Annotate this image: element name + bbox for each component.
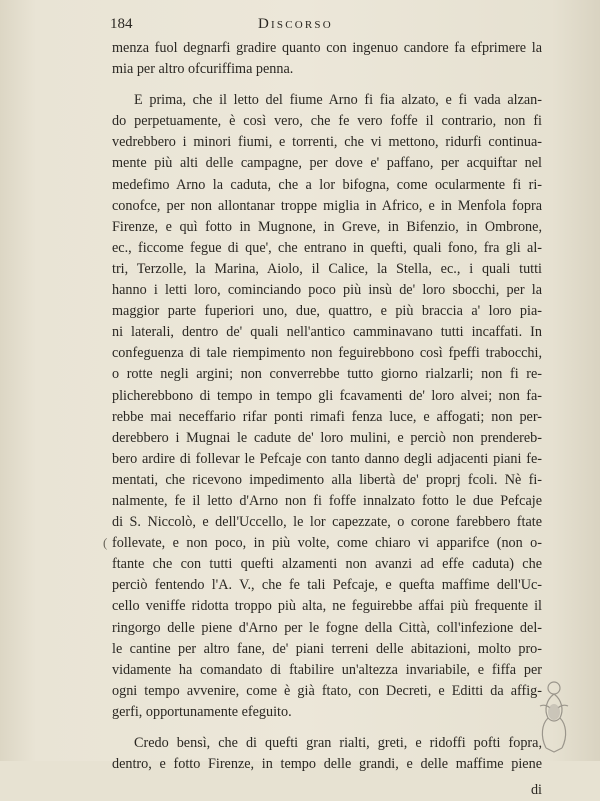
text-line: conofce, per non allontanar troppe miglia in Africo, e in Menfola fopra bbox=[112, 197, 542, 214]
text-line: follevate, e non poco, in più volte, come chiaro vi apparifce (non o- bbox=[112, 535, 542, 552]
text-line: perciò fentendo l'A. V., che fe tali Pefcaje, e quefta maffime dell'Uc- bbox=[112, 577, 542, 594]
text-line: nalmente, fe il letto d'Arno non fi foffe innalzato fotto le due Pefcaje bbox=[112, 492, 542, 509]
text-line: mente più alti delle campagne, per dove e' paffano, per acquiftar nel bbox=[112, 155, 542, 172]
body-text bbox=[112, 38, 542, 801]
page-header bbox=[110, 16, 540, 36]
catchword: di bbox=[530, 782, 542, 799]
text-line: vidamente ha comandato di ftabilire un'altezza invariabile, e fiffa per bbox=[112, 661, 542, 678]
text-line: E prima, che il letto del fiume Arno fi fia alzato, e fi vada alzan- bbox=[134, 92, 542, 109]
text-line: hanno i letti loro, cominciando poco più insù de' loro sbocchi, per la bbox=[112, 282, 542, 299]
text-line: dentro, e fotto Firenze, in tempo delle grandi, e delle maffime piene bbox=[112, 756, 542, 773]
text-line: Credo bensì, che di quefti gran rialti, greti, e ridoffi pofti fopra, bbox=[134, 735, 542, 751]
text-line: o rotte negli argini; non converrebbe tutto giorno rialzarli; non fi re- bbox=[112, 366, 542, 383]
text-line: ni laterali, dentro de' quali nell'antico camminavano tutti incaffati. In bbox=[112, 324, 542, 341]
paragraph-2 bbox=[112, 90, 542, 723]
text-line: plicherebbono di tempo in tempo gli fcavamenti de' loro alvei; non fa- bbox=[112, 387, 542, 404]
running-head: Discorso bbox=[258, 16, 333, 32]
paragraph-3 bbox=[112, 733, 542, 775]
text-line: menza fuol degnarfi gradire quanto con ingenuo candore fa efprimere la bbox=[112, 40, 542, 56]
text-line: mia per altro ofcuriffima penna. bbox=[112, 61, 294, 78]
text-line: do perpetuamente, è così vero, che fe vero foffe il contrario, non fi bbox=[112, 113, 542, 130]
text-line: mentati, che ricevono impedimento alla libertà de' proprj fcoli. Nè fi- bbox=[112, 471, 542, 488]
page-number: 184 bbox=[110, 16, 133, 32]
text-line: medefimo Arno la caduta, che a lor bifogna, come ocularmente fi ri- bbox=[112, 176, 542, 193]
text-line: di S. Niccolò, e dell'Uccello, le lor capezzate, o corone farebbero ftate bbox=[112, 514, 542, 531]
text-line: vedrebbero i minori fiumi, e torrenti, che vi mettono, ridurfi continua- bbox=[112, 134, 542, 151]
text-line: tri, Terzolle, la Marina, Aiolo, il Calice, la Stella, ec., i quali tutti bbox=[112, 260, 542, 277]
text-line: derebbero i Mugnai le cadute de' loro mulini, e perciò non prendereb- bbox=[112, 429, 542, 446]
text-line: gerfi, opportunamente efeguito. bbox=[112, 703, 292, 720]
margin-mark: ( bbox=[103, 535, 108, 550]
text-line: Firenze, e quì fotto in Mugnone, in Greve, in Bifenzio, in Ombrone, bbox=[112, 218, 542, 235]
text-line: le cantine per altro fane, de' piani terreni delle abitazioni, molto pro- bbox=[112, 640, 542, 657]
text-line: ogni tempo avvenire, come è già ftato, con Decreti, e Editti da affig- bbox=[112, 682, 542, 699]
text-line: ftante che con tutti quefti alzamenti non avanzi ad effe caduta) che bbox=[112, 556, 542, 573]
text-line: cello veniffe ridotta troppo più alta, ne feguirebbe affai più frequente il bbox=[112, 598, 542, 615]
text-line: rebbe mai neceffario rifar ponti rimafi fenza luce, e affogati; non per- bbox=[112, 408, 542, 425]
text-line: maggior parte fuperiori uno, due, quattro, e più braccia a' loro pia- bbox=[112, 303, 542, 320]
paragraph-1 bbox=[112, 38, 542, 80]
library-stamp-figure-icon bbox=[528, 678, 580, 753]
text-line: ec., ficcome fegue di que', che entrano in quefti, quali fono, fra gli al- bbox=[112, 239, 542, 256]
text-line: confeguenza di tale riempimento non feguirebbono così fpeffi trabocchi, bbox=[112, 345, 542, 362]
text-line: ringorgo delle piene d'Arno per le fogne della Città, coll'infezione del- bbox=[112, 619, 542, 636]
text-line: bero ardire di follevar le Pefcaje con tanto danno degli adjacenti piani fe- bbox=[112, 450, 542, 467]
